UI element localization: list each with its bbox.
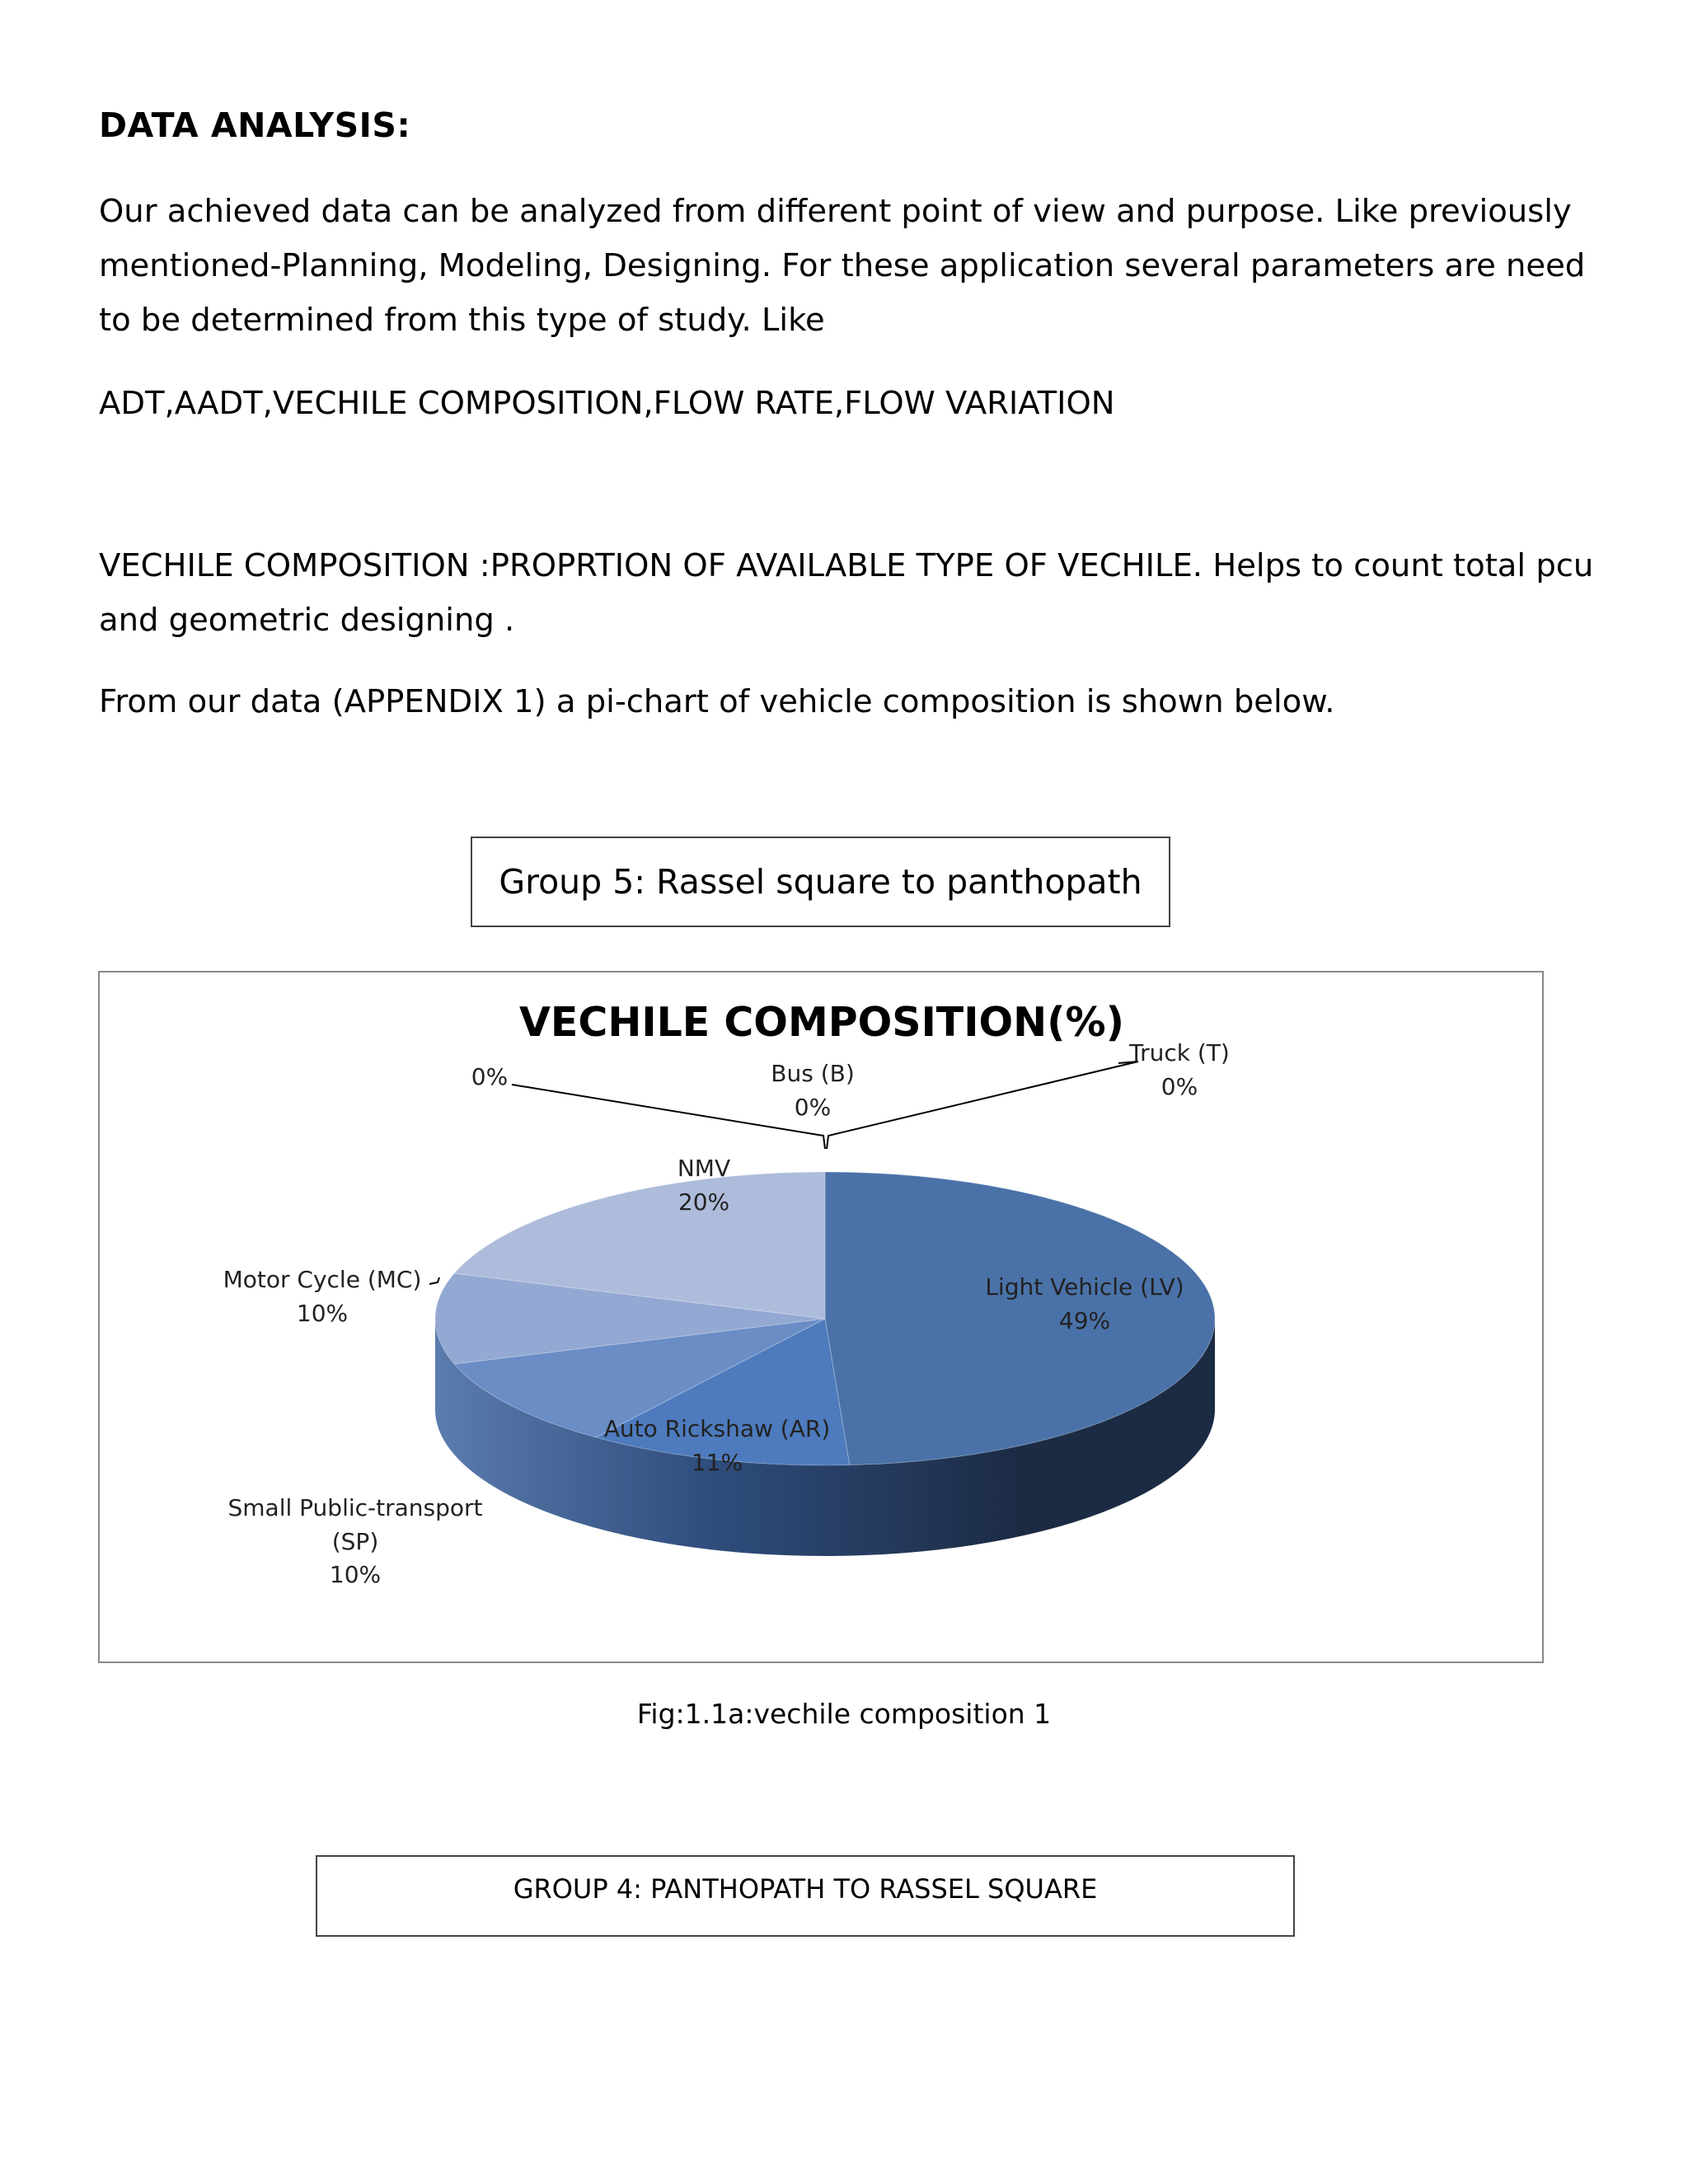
group5-title-box [471, 837, 1170, 927]
group4-title: GROUP 4: PANTHOPATH TO RASSEL SQUARE [513, 1873, 1098, 1905]
paragraph-pie-intro: From our data (APPENDIX 1) a pi-chart of vehicle composition is shown below. [99, 683, 1335, 720]
paragraph-line: mentioned-Planning, Modeling, Designing. For these application several parameters are need [99, 247, 1586, 284]
section-heading: DATA ANALYSIS: [99, 105, 411, 145]
leader-line-mc [429, 1277, 439, 1284]
label-sp-pct: 10% [329, 1561, 382, 1588]
label-sp-sub: (SP) [331, 1528, 379, 1555]
label-bus-name: Bus (B) [771, 1060, 855, 1087]
label-bus-pct: 0% [794, 1094, 832, 1121]
label-mc-pct: 10% [296, 1300, 349, 1327]
label-ar-pct: 11% [691, 1449, 743, 1476]
label-ar-name: Auto Rickshaw (AR) [603, 1415, 831, 1442]
label-nmv-name: NMV [677, 1155, 731, 1182]
group5-title: Group 5: Rassel square to panthopath [499, 862, 1142, 902]
chart-title: VECHILE COMPOSITION(%) [518, 999, 1125, 1046]
paragraph-line: Our achieved data can be analyzed from different point of view and purpose. Like previously [99, 193, 1572, 230]
figure-caption: Fig:1.1a:vechile composition 1 [636, 1698, 1052, 1730]
paragraph-line: to be determined from this type of study. Like [99, 302, 825, 339]
label-lv-pct: 49% [1058, 1307, 1111, 1334]
label-sp-name: Small Public-transport [227, 1494, 483, 1521]
pie-chart-frame [98, 971, 1544, 1663]
pie-chart [100, 972, 1542, 1661]
label-truck-pct: 0% [1160, 1073, 1198, 1100]
group4-title-box [316, 1855, 1295, 1937]
paragraph-intro [99, 185, 1585, 348]
paragraph-line: and geometric designing . [99, 602, 515, 639]
leader-line-zero [512, 1085, 825, 1149]
label-zero-pct: 0% [471, 1063, 509, 1090]
label-mc-name: Motor Cycle (MC) [223, 1266, 422, 1293]
label-lv-name: Light Vehicle (LV) [985, 1273, 1184, 1301]
leader-line-truck [827, 1062, 1138, 1149]
label-nmv-pct: 20% [678, 1188, 730, 1216]
paragraph-composition [99, 539, 1593, 648]
paragraph-line: VECHILE COMPOSITION :PROPRTION OF AVAILABLE TYPE OF VECHILE. Helps to count total pcu [99, 547, 1594, 584]
parameter-list: ADT,AADT,VECHILE COMPOSITION,FLOW RATE,FLOW VARIATION [99, 385, 1115, 422]
label-truck-name: Truck (T) [1129, 1039, 1230, 1066]
